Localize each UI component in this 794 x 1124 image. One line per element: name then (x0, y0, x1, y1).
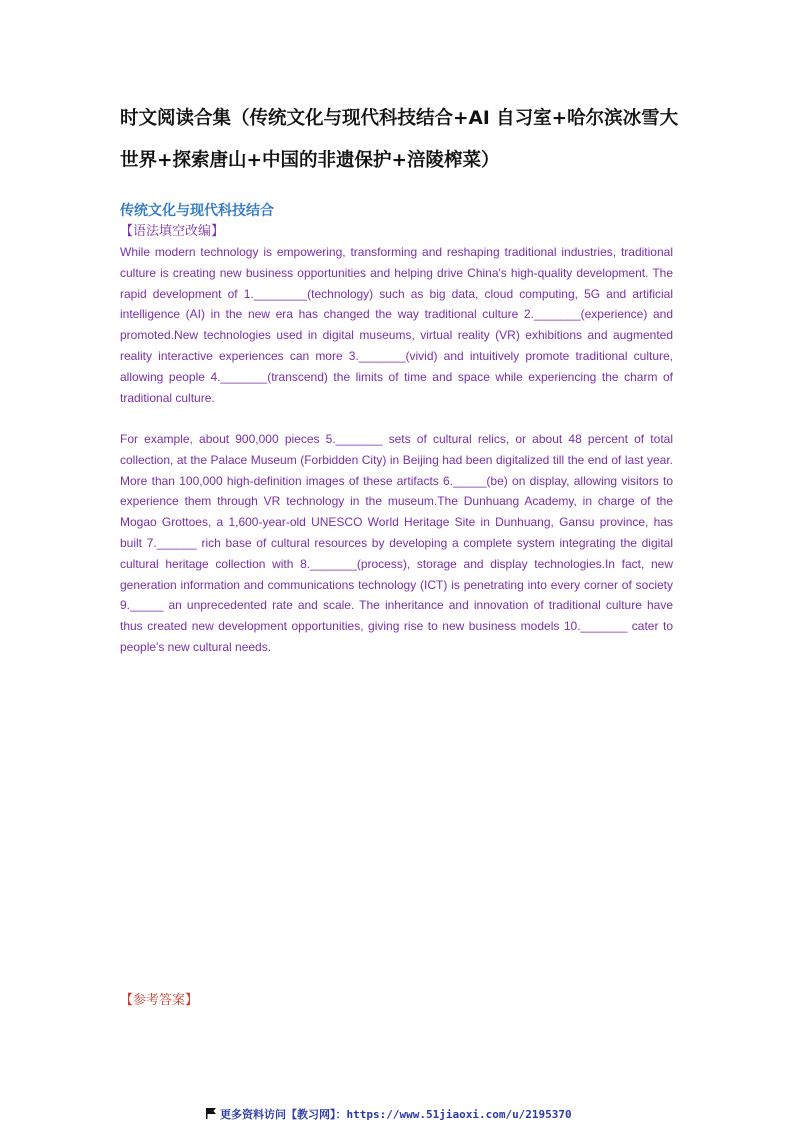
footer-text: 更多资料访问【教习网】：https://www.51jiaoxi.com/u/2195370 (220, 1108, 572, 1121)
exercise-label: 【语法填空改编】 (120, 224, 225, 239)
document-title: 时文阅读合集（传统文化与现代科技结合+AI 自习室+哈尔滨冰雪大世界+探索唐山+中国的非遗保护+涪陵榨菜） (120, 108, 679, 171)
flag-icon (206, 1108, 216, 1119)
answer-label: 【参考答案】 (120, 993, 199, 1008)
section-heading: 传统文化与现代科技结合 (120, 203, 274, 219)
passage-paragraph-2: For example, about 900,000 pieces 5._______ sets of cultural relics, or about 48 percent of total collection, at the Palace Museum (Forbidden City) in Beijing had been digitalized till the end of last year. More than 100,000 high-definition images of these artifacts 6._____(be) on display, allowing visitors to experience them through VR technology in the museum.The Dunhuang Academy, in charge of the Mogao Grottoes, a 1,600-year-old UNESCO World Heritage Site in Dunhuang, Gansu province, has built 7.______ rich base of cultural resources by developing a complete system integrating the digital cultural heritage collection with 8._______(process), storage and display technologies.In fact, new generation information and communications technology (ICT) is penetrating into every corner of society 9._____ an unprecedented rate and scale. The inheritance and innovation of traditional culture have thus created new development opportunities, giving rise to new business models 10._______ cater to people's new cultural needs. (120, 432, 673, 654)
footer-link[interactable] (206, 1106, 572, 1122)
passage-paragraph-1: While modern technology is empowering, transforming and reshaping traditional industries, traditional culture is creating new business opportunities and helping drive China's high-quality development. The rapid development of 1.________(technology) such as big data, cloud computing, 5G and artificial intelligence (AI) in the new era has changed the way traditional culture 2._______(experience) and promoted.New technologies used in digital museums, virtual reality (VR) exhibitions and augmented reality interactive experiences can more 3._______(vivid) and intuitively promote traditional culture, allowing people 4._______(transcend) the limits of time and space while experiencing the charm of traditional culture. (120, 245, 673, 405)
